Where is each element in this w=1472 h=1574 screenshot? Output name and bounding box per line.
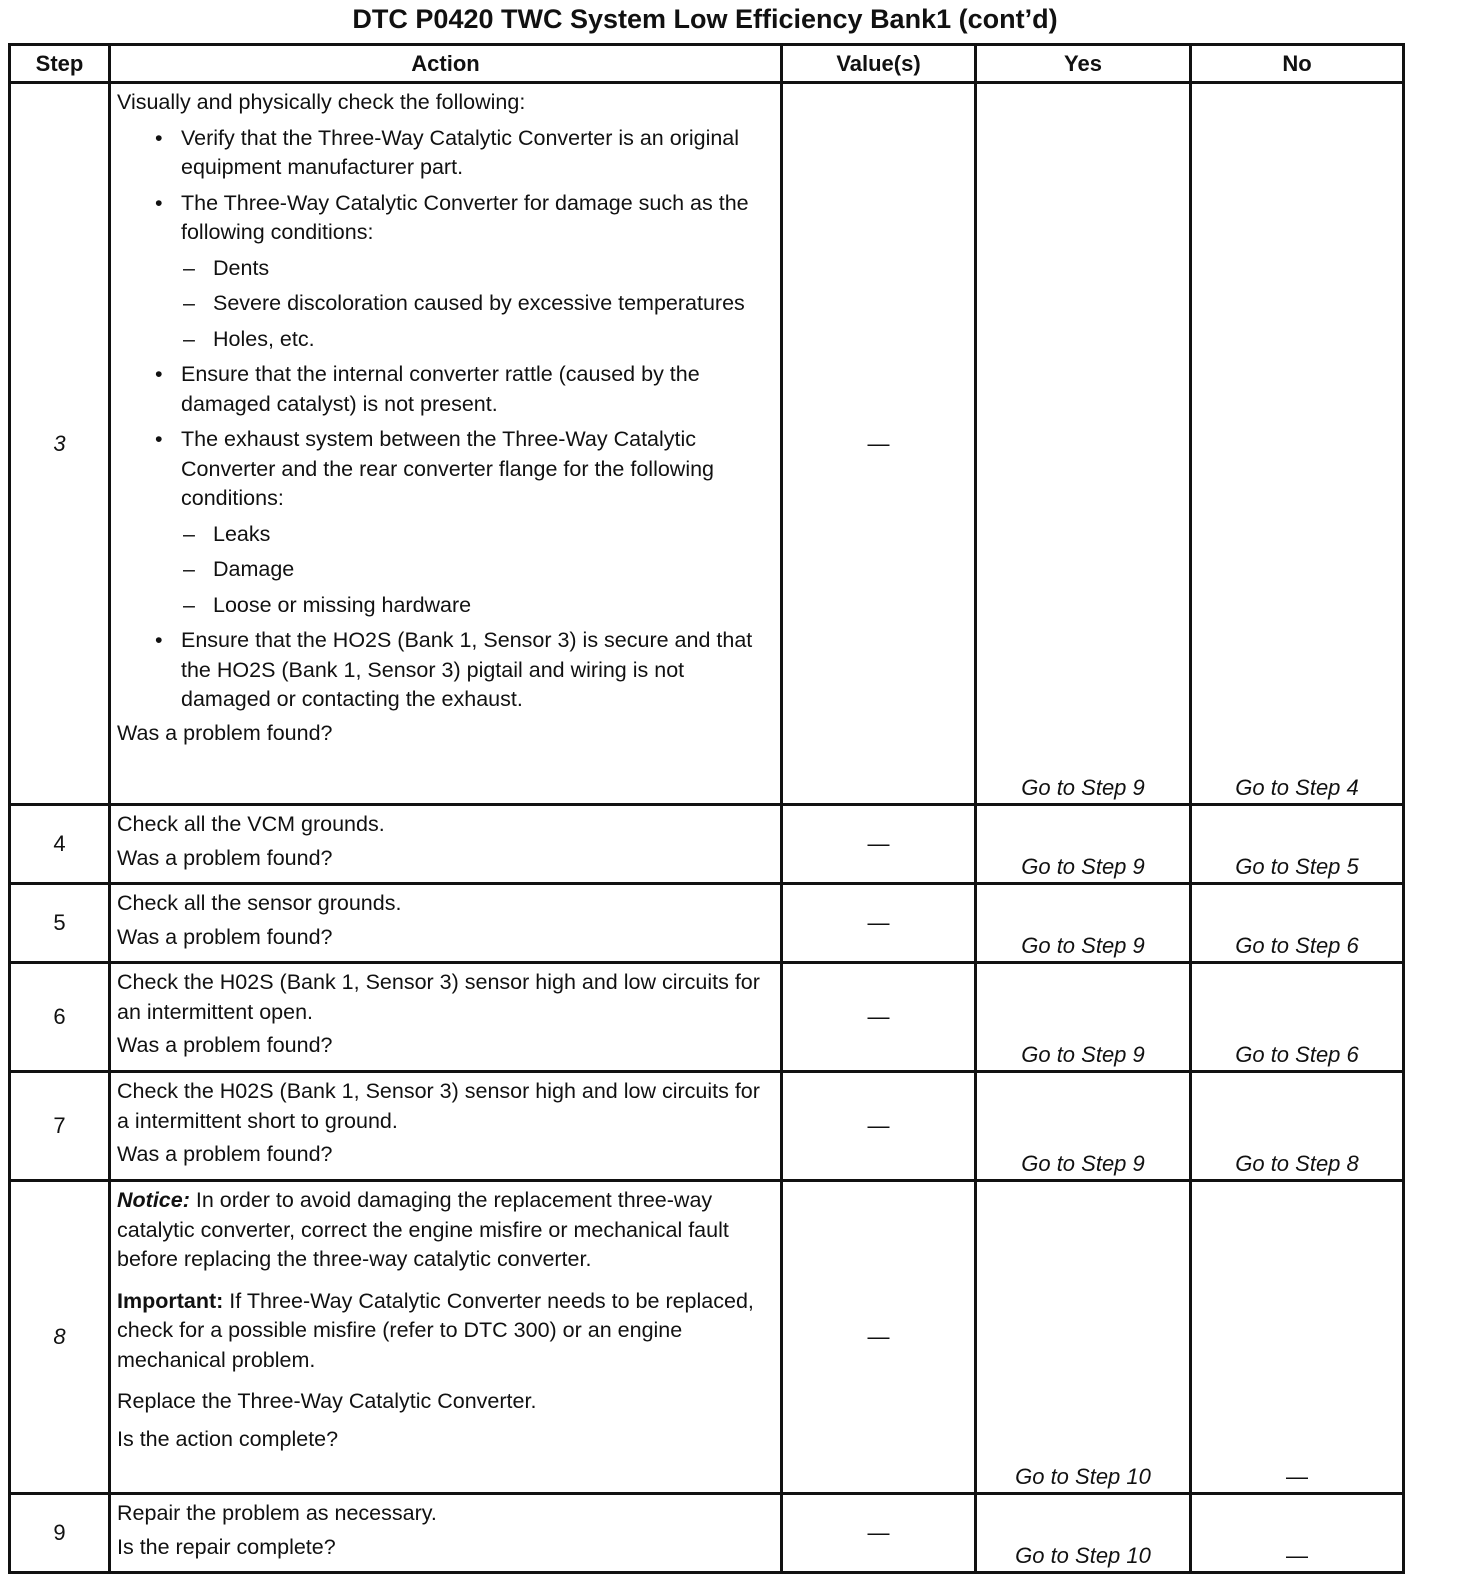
action-cell [110, 1072, 782, 1181]
step-number: 5 [10, 884, 110, 963]
step-number: 9 [10, 1494, 110, 1573]
yes-cell: Go to Step 9 [976, 963, 1191, 1072]
no-cell: Go to Step 6 [1191, 963, 1404, 1072]
header-yes: Yes [976, 45, 1191, 83]
action-cell [110, 963, 782, 1072]
table-row-step-3 [10, 83, 1404, 805]
step-number: 7 [10, 1072, 110, 1181]
sub-list-item: – Dents [117, 254, 774, 284]
action-text: Check the H02S (Bank 1, Sensor 3) sensor high and low circuits for an intermittent open. [117, 970, 760, 1024]
table-row-step-5 [10, 884, 1404, 963]
action-question: Was a problem found? [117, 1033, 333, 1057]
list-item: • Ensure that the internal converter rattle (caused by the damaged catalyst) is not present. [155, 362, 700, 416]
no-cell: Go to Step 5 [1191, 805, 1404, 884]
table-row-step-4 [10, 805, 1404, 884]
bullet-icon: • [155, 427, 163, 451]
value-cell: — [782, 805, 976, 884]
dash-icon: – [183, 291, 195, 315]
action-question: Was a problem found? [117, 1142, 333, 1166]
value-cell: — [782, 884, 976, 963]
action-text: Check all the VCM grounds. [117, 812, 385, 836]
action-intro: Visually and physically check the following: [117, 90, 526, 114]
no-cell: Go to Step 4 [1191, 83, 1404, 805]
no-cell: Go to Step 8 [1191, 1072, 1404, 1181]
dash-icon: – [183, 592, 195, 617]
notice-text: In order to avoid damaging the replacement three-way catalytic converter, correct the engine misfire or mechanical fault before replacing the three-way catalytic converter. [117, 1188, 729, 1271]
no-cell: — [1191, 1494, 1404, 1573]
sub-list-item: – Severe discoloration caused by excessive temperatures [117, 289, 774, 319]
value-cell: — [782, 83, 976, 805]
list-item: • Ensure that the HO2S (Bank 1, Sensor 3) is secure and that the HO2S (Bank 1, Sensor 3) pigtail and wiring is not damaged or contacting the exhaust. [155, 628, 753, 711]
header-no: No [1191, 45, 1404, 83]
notice-label: Notice: [117, 1188, 190, 1212]
list-item: • Verify that the Three-Way Catalytic Converter is an original equipment manufacturer part. [155, 125, 740, 179]
action-cell [110, 884, 782, 963]
important-label: Important: [117, 1288, 224, 1313]
action-cell [110, 1181, 782, 1494]
action-cell [110, 83, 782, 805]
yes-cell: Go to Step 9 [976, 805, 1191, 884]
action-question: Was a problem found? [117, 720, 333, 745]
sub-list-item: – Loose or missing hardware [117, 591, 774, 621]
bullet-icon: • [155, 628, 163, 652]
yes-cell: Go to Step 9 [976, 1072, 1191, 1181]
sub-list-item: – Holes, etc. [117, 325, 774, 355]
header-step: Step [10, 45, 110, 83]
header-action: Action [110, 45, 782, 83]
action-cell [110, 1494, 782, 1573]
header-row [10, 45, 1404, 83]
action-text: Repair the problem as necessary. [117, 1501, 437, 1525]
dash-icon: – [183, 326, 195, 351]
bullet-icon: • [155, 190, 163, 215]
important-text: If Three-Way Catalytic Converter needs to be replaced, check for a possible misfire (refer to DTC 300) or an engine mechanical problem. [117, 1288, 754, 1372]
dash-icon: – [183, 521, 195, 546]
value-cell: — [782, 1181, 976, 1494]
sub-list-item: – Leaks [117, 520, 774, 550]
notice-paragraph [117, 1186, 774, 1275]
action-question: Was a problem found? [117, 924, 333, 949]
no-cell: — [1191, 1181, 1404, 1494]
yes-cell: Go to Step 9 [976, 884, 1191, 963]
header-values: Value(s) [782, 45, 976, 83]
action-question: Was a problem found? [117, 845, 333, 870]
yes-cell: Go to Step 9 [976, 83, 1191, 805]
step-number: 4 [10, 805, 110, 884]
no-cell: Go to Step 6 [1191, 884, 1404, 963]
step-number: 3 [10, 83, 110, 805]
list-item: • The exhaust system between the Three-Way Catalytic Converter and the rear converter flange for the following conditions: [155, 427, 715, 510]
step-number: 6 [10, 963, 110, 1072]
value-cell: — [782, 1494, 976, 1573]
sub-list-item: – Damage [117, 555, 774, 585]
action-cell [110, 805, 782, 884]
page-title: DTC P0420 TWC System Low Efficiency Bank1 (cont’d) [352, 4, 1058, 34]
action-text: Replace the Three-Way Catalytic Converter. [117, 1389, 537, 1413]
table-row-step-8 [10, 1181, 1404, 1494]
bullet-icon: • [155, 125, 163, 150]
value-cell: — [782, 963, 976, 1072]
yes-cell: Go to Step 10 [976, 1181, 1191, 1494]
table-row-step-9 [10, 1494, 1404, 1573]
dash-icon: – [183, 255, 195, 280]
step-number: 8 [10, 1181, 110, 1494]
yes-cell: Go to Step 10 [976, 1494, 1191, 1573]
action-question: Is the repair complete? [117, 1534, 336, 1559]
list-item: • The Three-Way Catalytic Converter for damage such as the following conditions: [155, 190, 749, 244]
bullet-icon: • [155, 362, 163, 386]
action-text: Check all the sensor grounds. [117, 891, 402, 915]
action-text: Check the H02S (Bank 1, Sensor 3) sensor high and low circuits for a intermittent short to ground. [117, 1079, 760, 1133]
table-row-step-7 [10, 1072, 1404, 1181]
dash-icon: – [183, 557, 195, 581]
value-cell: — [782, 1072, 976, 1181]
important-paragraph [117, 1287, 774, 1376]
table-row-step-6 [10, 963, 1404, 1072]
action-question: Is the action complete? [117, 1426, 339, 1451]
diagnostic-table [8, 43, 1405, 1574]
